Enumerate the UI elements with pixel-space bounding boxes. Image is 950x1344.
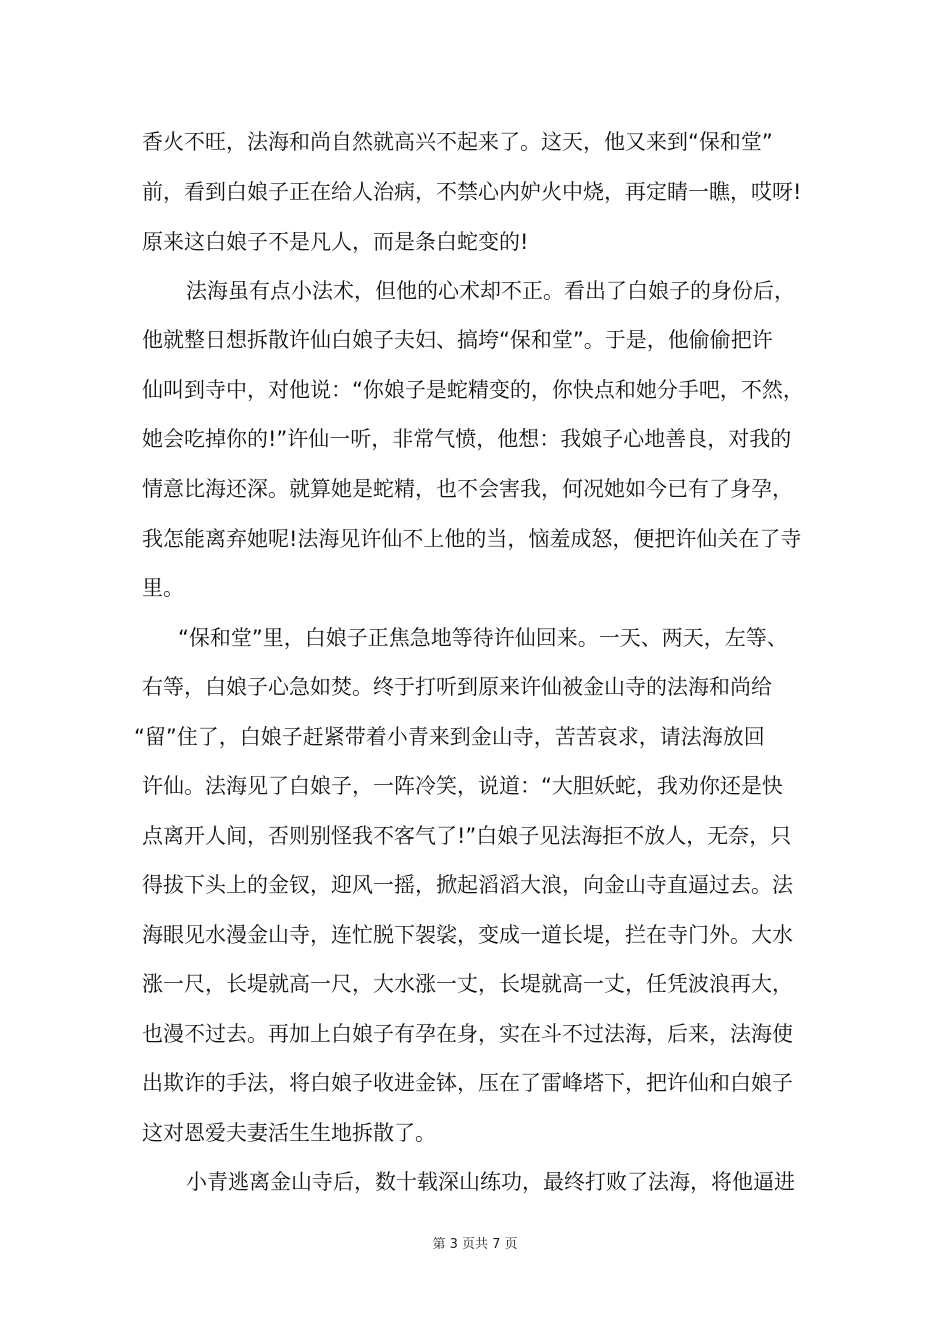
text-line: 得拔下头上的金钗，迎风一摇，掀起滔滔大浪，向金山寺直逼过去。法 — [142, 873, 793, 897]
text-line: 情意比海还深。就算她是蛇精，也不会害我，何况她如今已有了身孕， — [142, 477, 793, 501]
text-line: 也漫不过去。再加上白娘子有孕在身，实在斗不过法海，后来，法海使 — [142, 1022, 793, 1046]
text-line: 涨一尺，长堤就高一尺，大水涨一丈，长堤就高一丈，任凭波浪再大， — [142, 972, 793, 996]
text-line: 法海虽有点小法术，但他的心术却不正。看出了白娘子的身份后， — [186, 279, 795, 303]
text-line: 里。 — [142, 576, 184, 600]
text-line: 他就整日想拆散许仙白娘子夫妇、搞垮“保和堂”。于是，他偷偷把许 — [142, 328, 773, 352]
text-line: 点离开人间，否则别怪我不客气了!”白娘子见法海拒不放人，无奈，只 — [142, 824, 792, 848]
text-line: 许仙。法海见了白娘子，一阵冷笑，说道：“大胆妖蛇，我劝你还是快 — [142, 774, 783, 798]
text-line: 她会吃掉你的!”许仙一听，非常气愤，他想：我娘子心地善良，对我的 — [142, 427, 792, 451]
page-number: 第 3 页共 7 页 — [432, 1237, 518, 1252]
text-line: 仙叫到寺中，对他说：“你娘子是蛇精变的，你快点和她分手吧，不然， — [142, 378, 804, 402]
text-line: 出欺诈的手法，将白娘子收进金钵，压在了雷峰塔下，把许仙和白娘子 — [142, 1071, 793, 1095]
text-line: 这对恩爱夫妻活生生地拆散了。 — [142, 1121, 436, 1145]
text-line: 我怎能离弃她呢!法海见许仙不上他的当，恼羞成怒，便把许仙关在了寺 — [142, 527, 802, 551]
text-line: 香火不旺，法海和尚自然就高兴不起来了。这天，他又来到“保和堂” — [142, 130, 773, 154]
text-line: “留”住了，白娘子赶紧带着小青来到金山寺，苦苦哀求，请法海放回 — [134, 725, 765, 749]
text-line: 小青逃离金山寺后，数十载深山练功，最终打败了法海，将他逼进 — [186, 1170, 795, 1194]
text-line: 前，看到白娘子正在给人治病，不禁心内妒火中烧，再定睛一瞧，哎呀! — [142, 180, 802, 204]
text-line: 海眼见水漫金山寺，连忙脱下袈裟，变成一道长堤，拦在寺门外。大水 — [142, 923, 793, 947]
text-line: 原来这白娘子不是凡人，而是条白蛇变的! — [142, 230, 529, 254]
text-line: 右等，白娘子心急如焚。终于打听到原来许仙被金山寺的法海和尚给 — [142, 675, 772, 699]
text-line: “保和堂”里，白娘子正焦急地等待许仙回来。一天、两天，左等、 — [178, 626, 788, 650]
